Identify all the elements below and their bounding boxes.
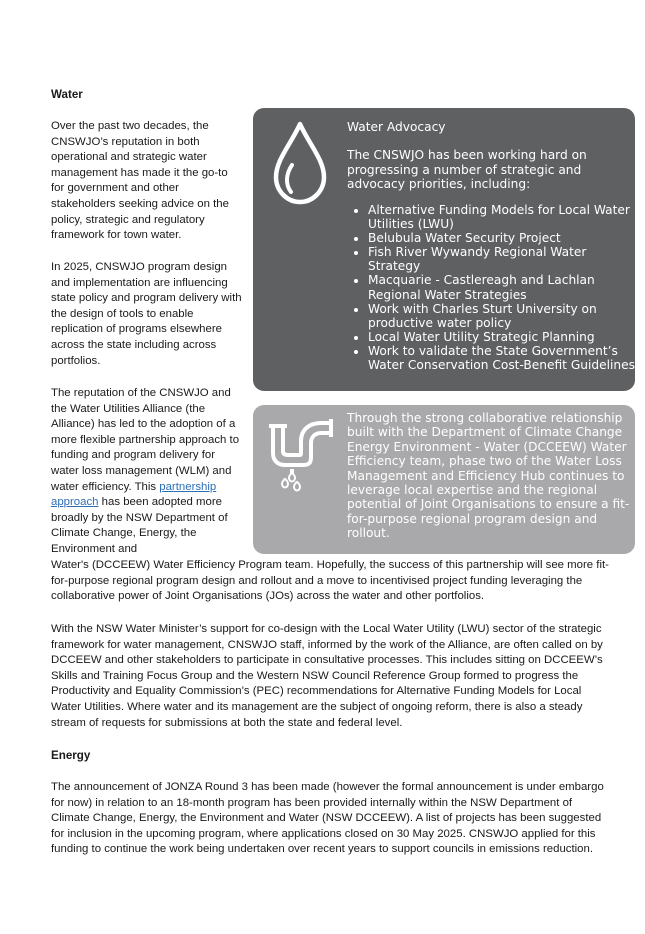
advocacy-item: • Fish River Wywandy Regional Water Strategy bbox=[368, 245, 638, 273]
water-para-3 bbox=[51, 386, 243, 558]
water-efficiency-panel bbox=[253, 405, 635, 554]
efficiency-body: Through the strong collaborative relationship built with the Department of Climate Change Energy Environment - Water (DCCEEW) Water Efficiency team, phase two of the Water Loss Management and Efficiency Hub continues to leverage local expertise and the regional potential of Joint Organisations to ensure a fit-for-purpose regional program design and rollout. bbox=[347, 411, 630, 541]
advocacy-list bbox=[347, 203, 638, 372]
water-para-3-start: The reputation of the CNSWJO and the Water Utilities Alliance (the Alliance) has led to the adoption of a more flexible partnership approach to funding and program delivery for water loss management (WLM) and water efficiency. This bbox=[51, 387, 240, 493]
pipe-tap-icon bbox=[267, 417, 339, 493]
water-drop-icon bbox=[271, 120, 329, 206]
advocacy-title: Water Advocacy bbox=[347, 120, 446, 134]
water-para-2: In 2025, CNSWJO program design and implementation are influencing state policy and program delivery with the design of tools to enable replication of programs elsewhere across the state including across portfolios. bbox=[51, 261, 242, 367]
advocacy-item: • Work to validate the State Government’s Water Conservation Cost-Benefit Guidelines bbox=[368, 344, 638, 372]
advocacy-intro: The CNSWJO has been working hard on progressing a number of strategic and advocacy priorities, including: bbox=[347, 148, 587, 192]
water-para-3-end: has been adopted more broadly by the NSW Department of Climate Change, Energy, the Environment and bbox=[51, 496, 228, 555]
advocacy-item: • Macquarie - Castlereagh and Lachlan Regional Water Strategies bbox=[368, 273, 638, 301]
water-para-3-continued: Water's (DCCEEW) Water Efficiency Program team. Hopefully, the success of this partnership will see more fit-for-purpose regional program design and rollout and a move to incentivised project funding leveraging the collaborative power of Joint Organisations (JOs) across the water and other portfolios. bbox=[51, 559, 609, 603]
water-para-1: Over the past two decades, the CNSWJO’s reputation in both operational and strategic water management has made it the go-to for government and other stakeholders seeking advice on the policy, strategic and regulatory framework for town water. bbox=[51, 120, 229, 242]
energy-para-1: The announcement of JONZA Round 3 has been made (however the formal announcement is under embargo for now) in relation to an 18-month program has been provided internally within the NSW Department of Climate Change, Energy, the Environment and Water (NSW DCCEEW). A list of projects has been suggested for inclusion in the upcoming program, where applications closed on 30 May 2025. CNSWJO applied for this funding to continue the work being undertaken over recent years to support councils in emissions reduction. bbox=[51, 781, 604, 856]
energy-heading: Energy bbox=[51, 749, 91, 762]
advocacy-item: • Belubula Water Security Project bbox=[368, 231, 638, 245]
water-advocacy-panel bbox=[253, 108, 635, 391]
advocacy-item: • Local Water Utility Strategic Planning bbox=[368, 330, 638, 344]
water-heading: Water bbox=[51, 88, 83, 101]
advocacy-item: • Work with Charles Sturt University on productive water policy bbox=[368, 302, 638, 330]
partnership-approach-link[interactable]: partnership approach bbox=[51, 480, 217, 509]
advocacy-item: • Alternative Funding Models for Local Water Utilities (LWU) bbox=[368, 203, 638, 231]
water-para-4: With the NSW Water Minister’s support for co-design with the Local Water Utility (LWU) sector of the strategic framework for water management, CNSWJO staff, informed by the work of the Alliance, are often called on by DCCEEW and other stakeholders to participate in consultative processes. This includes sitting on DCCEEW’s Skills and Training Focus Group and the Western NSW Council Reference Group formed to progress the Productivity and Equality Commission’s (PEC) recommendations for Alternative Funding Models for Local Water Utilities. Where water and its management are the subject of ongoing reform, there is also a steady stream of requests for submissions at both the state and federal level. bbox=[51, 623, 603, 729]
